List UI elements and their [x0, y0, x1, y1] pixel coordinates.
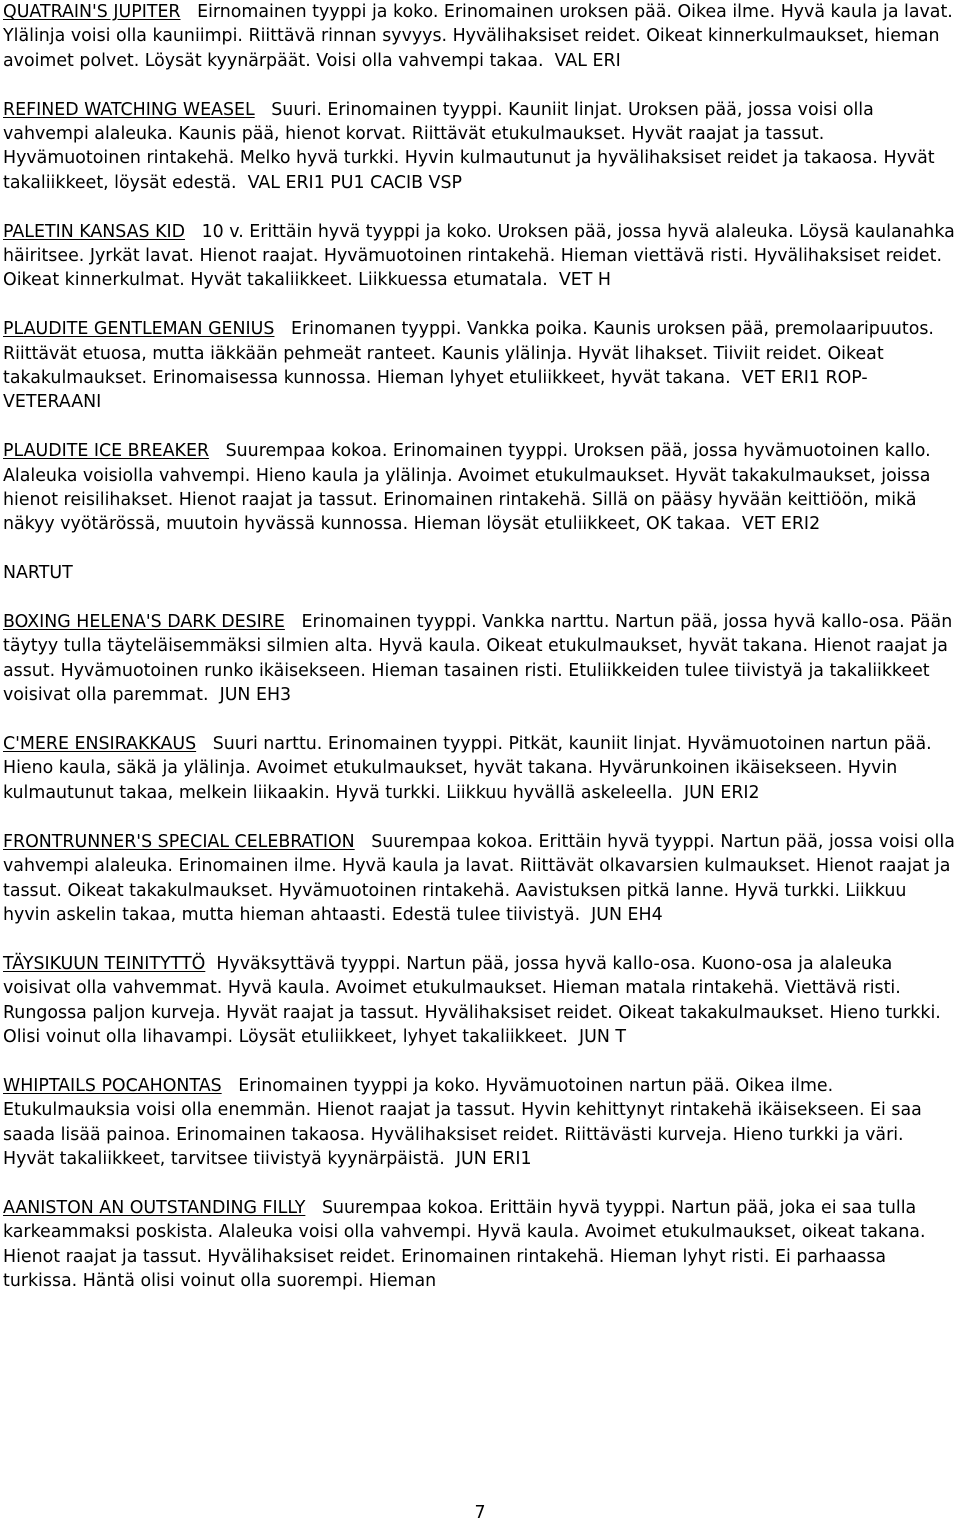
- result-grade: JUN T: [579, 1026, 627, 1047]
- dog-name: REFINED WATCHING WEASEL: [3, 99, 255, 120]
- entry-body: [3, 439, 958, 537]
- dog-name: TÄYSIKUUN TEINITYTTÖ: [3, 953, 206, 974]
- result-grade: VET ERI2: [741, 514, 821, 535]
- entry-body: [3, 952, 958, 1050]
- entry-body: [3, 0, 958, 73]
- evaluation-text: Suurempaa kokoa. Erittäin hyvä tyyppi. Nartun pää, jossa voisi olla vahvempi alaleuka. Erinomainen ilme. Hyvä kaula ja lavat. Riittävät olkavarsien kulmaukset. Hienot raajat ja tassut. Oikeat takakulmaukset. Hyvämuotoinen rintakehä. Aavistuksen pitkä lanne. Hyvä turkki. Liikkuu hyvin askelin takaa, mutta hieman ahtaasti. Edestä tulee tiivistyä.: [3, 831, 955, 925]
- entry-body: [3, 317, 958, 415]
- result-grade: JUN EH4: [591, 904, 663, 925]
- evaluation-text: Suuri. Erinomainen tyyppi. Kauniit linjat. Uroksen pää, jossa voisi olla vahvempi alaleuka. Kaunis pää, hienot korvat. Riittävät etukulmaukset. Hyvät raajat ja tassut. Hyvämuotoinen rintakehä. Melko hyvä turkki. Hyvin kulmautunut ja hyvälihaksiset reidet ja takaosa. Hyvät takaliikkeet, löysät edestä.: [3, 99, 935, 193]
- dog-name: C'MERE ENSIRAKKAUS: [3, 734, 197, 755]
- evaluation-text: Suurempaa kokoa. Erittäin hyvä tyyppi. Nartun pää, joka ei saa tulla karkeammaksi poskista. Alaleuka voisi olla vahvempi. Hyvä kaula. Avoimet etukulmaukset, oikeat takana. Hienot raajat ja tassut. Hyvälihaksiset reidet. Erinomainen rintakehä. Hieman lyhyt risti. Ei parhaassa turkissa. Häntä olisi voinut olla suorempi. Hieman: [3, 1197, 926, 1291]
- dog-entry: [3, 98, 958, 196]
- dog-entry: [3, 317, 958, 415]
- evaluation-text: Erinomanen tyyppi. Vankka poika. Kaunis uroksen pää, premolaaripuutos. Riittävät etuosa, mutta iäkkään pehmeät ranteet. Kaunis ylälinja. Hyvät lihakset. Tiiviit reidet. Oikeat takakulmaukset. Erinomaisessa kunnossa. Hieman lyhyet etuliikkeet, hyvät takana.: [3, 319, 934, 389]
- dog-name: WHIPTAILS POCAHONTAS: [3, 1075, 222, 1096]
- entry-body: [3, 98, 958, 196]
- result-grade: JUN ERI2: [683, 782, 760, 803]
- evaluation-text: Hyväksyttävä tyyppi. Nartun pää, jossa hyvä kallo-osa. Kuono-osa ja alaleuka voisivat olla vahvemmat. Hyvä kaula. Avoimet etukulmaukset. Hieman matala rintakehä. Viettävä risti. Rungossa paljon kurveja. Hyvät raajat ja tassut. Hyvälihaksiset reidet. Oikeat takakulmaukset. Hieno turkki. Olisi voinut olla lihavampi. Löysät etuliikkeet, lyhyet takaliikkeet.: [3, 953, 941, 1047]
- result-grade: VET ERI1 ROP-VETERAANI: [3, 368, 868, 413]
- evaluation-text: Suurempaa kokoa. Erinomainen tyyppi. Uroksen pää, jossa hyvämuotoinen kallo. Alaleuka voisiolla vahvempi. Hieno kaula ja ylälinja. Avoimet etukulmaukset. Hyvät takakulmaukset, joissa hienot reisilihakset. Hienot raajat ja tassut. Erinomainen rintakehä. Sillä on pääsy hyvään keittiöön, mikä näkyy vyötärössä, muutoin hyvässä kunnossa. Hieman löysät etuliikkeet, OK takaa.: [3, 441, 931, 535]
- dog-entry: [3, 610, 958, 708]
- dog-name: BOXING HELENA'S DARK DESIRE: [3, 612, 285, 633]
- evaluation-text: Erinomainen tyyppi. Vankka narttu. Nartun pää, jossa hyvä kallo-osa. Pään täytyy tulla täyteläisemmäksi silmien alta. Hyvä kaula. Oikeat etukulmaukset, hyvät takana. Hienot raajat ja assut. Hyvämuotoinen runko ikäisekseen. Hieman tasainen risti. Etuliikkeiden tulee tiivistyä ja takaliikkeet voisivat olla paremmat.: [3, 612, 953, 706]
- dog-entry: [3, 220, 958, 293]
- evaluation-text: Suuri narttu. Erinomainen tyyppi. Pitkät, kauniit linjat. Hyvämuotoinen nartun pää. Hieno kaula, säkä ja ylälinja. Avoimet etukulmaukset, hyvät takana. Hyvärunkoinen ikäisekseen. Hyvin kulmautunut takaa, melkein liikaakin. Hyvä turkki. Liikkuu hyvällä askeleella.: [3, 734, 932, 803]
- result-grade: JUN ERI1: [455, 1148, 532, 1169]
- result-grade: VAL ERI1 PU1 CACIB VSP: [247, 172, 462, 193]
- entry-body: [3, 830, 958, 928]
- entry-body: [3, 220, 958, 293]
- entry-body: [3, 1074, 958, 1172]
- entry-body: [3, 1196, 958, 1294]
- dog-entry: [3, 1196, 958, 1294]
- evaluation-text: 10 v. Erittäin hyvä tyyppi ja koko. Uroksen pää, jossa hyvä alaleuka. Löysä kaulanahka häiritsee. Jyrkät lavat. Hienot raajat. Hyvämuotoinen rintakehä. Hieman viettävä risti. Hyvälihaksiset reidet. Oikeat kinnerkulmat. Hyvät takaliikkeet. Liikkuessa etumatala.: [3, 221, 955, 291]
- dog-entry: [3, 732, 958, 805]
- dog-name: PLAUDITE ICE BREAKER: [3, 441, 210, 462]
- document-page: [3, 0, 958, 1318]
- entry-body: [3, 732, 958, 805]
- dog-entry: [3, 830, 958, 928]
- evaluation-text: Erinomainen tyyppi ja koko. Hyvämuotoinen nartun pää. Oikea ilme. Etukulmauksia voisi olla enemmän. Hienot raajat ja tassut. Hyvin kehittynyt rintakehä ikäisekseen. Ei saa saada lisää painoa. Erinomainen takaosa. Hyvälihaksiset reidet. Riittävästi kurveja. Hieno turkki ja väri. Hyvät takaliikkeet, tarvitsee tiivistyä kyynärpäistä.: [3, 1075, 922, 1169]
- entry-body: [3, 610, 958, 708]
- dog-name: PLAUDITE GENTLEMAN GENIUS: [3, 319, 275, 340]
- evaluation-text: Eirnomainen tyyppi ja koko. Erinomainen uroksen pää. Oikea ilme. Hyvä kaula ja lavat. Ylälinja voisi olla kauniimpi. Riittävä rinnan syvyys. Hyvälihaksiset reidet. Oikeat kinnerkulmaukset, hieman avoimet polvet. Löysät kyynärpäät. Voisi olla vahvempi takaa.: [3, 2, 953, 71]
- dog-name: FRONTRUNNER'S SPECIAL CELEBRATION: [3, 831, 355, 852]
- dog-name: AANISTON AN OUTSTANDING FILLY: [3, 1197, 306, 1218]
- dog-entry: [3, 952, 958, 1050]
- result-grade: VET H: [558, 270, 611, 291]
- page-number: 7: [474, 1503, 486, 1523]
- dog-entry: [3, 439, 958, 537]
- dog-name: PALETIN KANSAS KID: [3, 221, 185, 242]
- section-heading-females: NARTUT: [3, 563, 73, 584]
- result-grade: VAL ERI: [554, 50, 621, 71]
- result-grade: JUN EH3: [219, 685, 292, 706]
- dog-name: QUATRAIN'S JUPITER: [3, 2, 181, 22]
- dog-entry: [3, 0, 958, 73]
- dog-entry: [3, 1074, 958, 1172]
